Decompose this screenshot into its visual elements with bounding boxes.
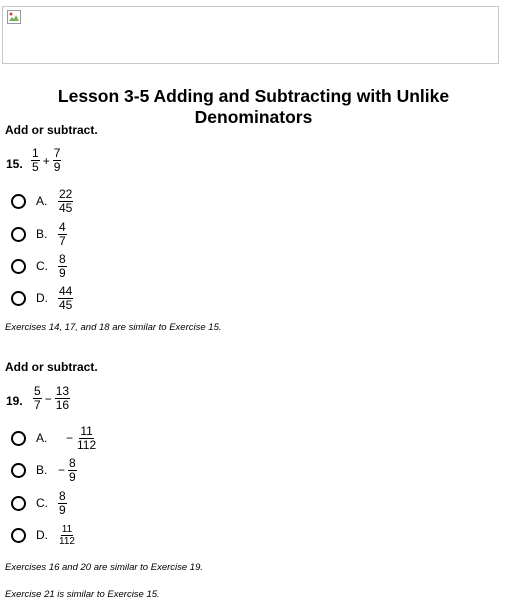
choice-15-c[interactable]: C. $\frac{8}{9}$: [11, 251, 67, 281]
page-title: Lesson 3-5 Adding and Subtracting with Unlike Denominators: [57, 86, 450, 127]
choice-15-d[interactable]: D. $\frac{44}{45}$: [11, 283, 73, 313]
question-number-15: 15.: [6, 157, 23, 171]
note-similar-15: Exercises 14, 17, and 18 are similar to Exercise 15.: [5, 322, 222, 333]
radio-button[interactable]: [11, 463, 26, 478]
radio-button[interactable]: [11, 496, 26, 511]
choice-19-b[interactable]: B. − $\frac{8}{9}$: [11, 455, 77, 485]
instruction-19: Add or subtract.: [5, 360, 98, 374]
header-image-frame: [2, 6, 499, 64]
problem-19-expression: [33, 385, 70, 412]
radio-button[interactable]: [11, 194, 26, 209]
choice-19-a[interactable]: A. − $\frac{11}{112}$: [11, 423, 97, 453]
fraction: $\frac{5}{7}$: [34, 384, 41, 412]
problem-15-expression: [31, 147, 61, 174]
broken-image-icon: [7, 10, 21, 24]
fraction: $\frac{11}{112}$: [77, 423, 97, 452]
choice-19-c[interactable]: C. $\frac{8}{9}$: [11, 488, 67, 518]
choice-19-d[interactable]: D. $\frac{11}{112}$: [11, 520, 76, 550]
note-similar-21: Exercise 21 is similar to Exercise 15.: [5, 589, 160, 600]
fraction: $\frac{8}{9}$: [59, 488, 66, 517]
fraction: $\frac{4}{7}$: [59, 219, 66, 248]
operator: +: [42, 153, 50, 168]
negative-sign: −: [58, 463, 66, 477]
fraction: $\frac{11}{112}$: [59, 523, 75, 547]
radio-button[interactable]: [11, 291, 26, 306]
fraction: $\frac{7}{9}$: [53, 146, 61, 174]
note-similar-19: Exercises 16 and 20 are similar to Exercise 19.: [5, 562, 204, 573]
radio-button[interactable]: [11, 227, 26, 242]
radio-button[interactable]: [11, 528, 26, 543]
fraction: $\frac{8}{9}$: [69, 455, 76, 484]
radio-button[interactable]: [11, 431, 26, 446]
instruction-15: Add or subtract.: [5, 123, 98, 137]
fraction: $\frac{22}{45}$: [59, 186, 73, 215]
question-number-19: 19.: [6, 394, 23, 408]
choice-15-a[interactable]: A. $\frac{22}{45}$: [11, 186, 73, 216]
radio-button[interactable]: [11, 259, 26, 274]
fraction: $\frac{8}{9}$: [59, 251, 66, 280]
fraction: $\frac{1}{5}$: [32, 146, 39, 174]
operator: −: [44, 391, 52, 406]
negative-sign: −: [66, 431, 74, 445]
fraction: $\frac{13}{16}$: [55, 384, 70, 412]
fraction: $\frac{44}{45}$: [59, 283, 73, 312]
choice-15-b[interactable]: B. $\frac{4}{7}$: [11, 219, 67, 249]
